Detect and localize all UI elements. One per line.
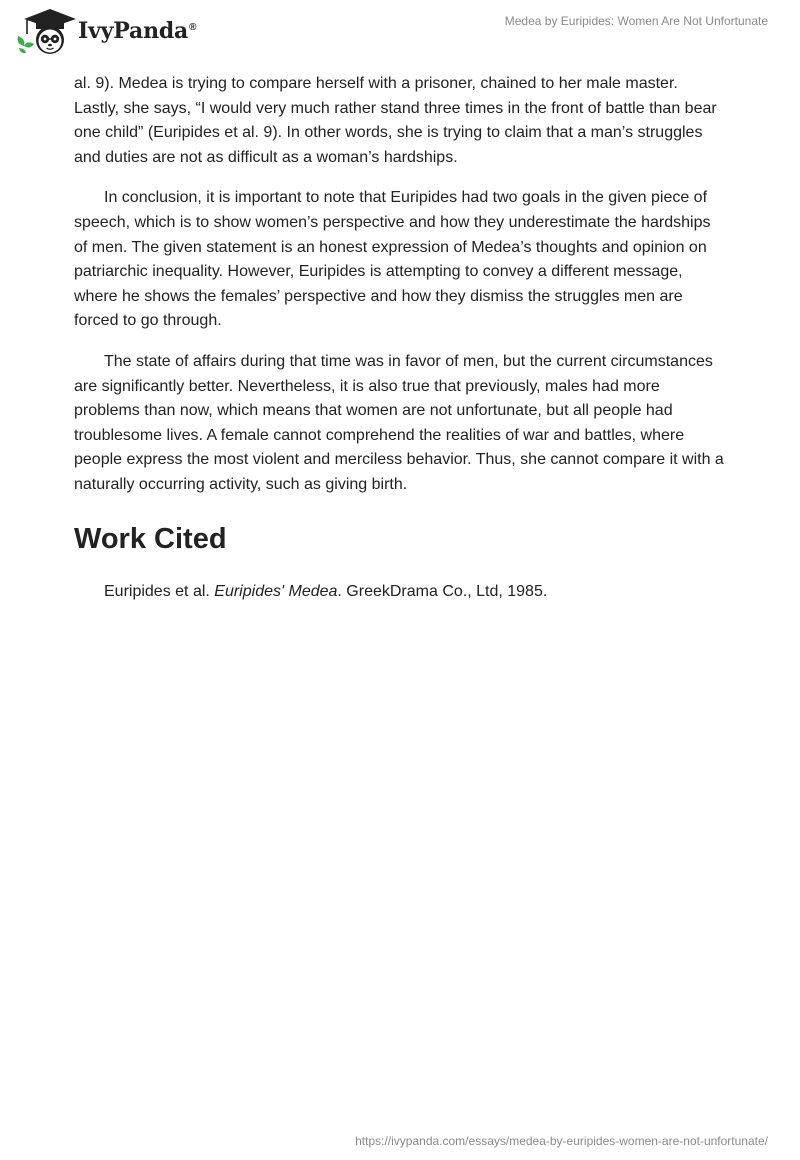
ivypanda-logo[interactable] xyxy=(14,6,196,56)
document-title: Medea by Euripides: Women Are Not Unfortunate xyxy=(504,14,768,28)
registered-mark: ® xyxy=(189,21,197,33)
citation-title: Euripides' Medea xyxy=(214,582,338,600)
essay-content xyxy=(74,72,726,604)
brand-name: IvyPanda® xyxy=(78,18,197,44)
paragraph-continuation: al. 9). Medea is trying to compare herself with a prisoner, chained to her male master. Lastly, she says, “I would very much rather stand three times in the front of battle than bear one child” (Euripides et al. 9). In other words, she is trying to claim that a man’s struggles and duties are not as difficult as a woman’s hardships. xyxy=(74,75,717,166)
page-header xyxy=(0,0,800,64)
citation-author: Euripides et al. xyxy=(104,582,215,600)
works-cited-heading: Work Cited xyxy=(74,522,227,555)
paragraph-final: The state of affairs during that time was in favor of men, but the current circumstances are significantly better. Nevertheless, it is also true that previously, males had more problems than now, which means that women are not unfortunate, but all people had troublesome lives. A female cannot comprehend the realities of war and battles, where people express the most violent and merciless behavior. Thus, she cannot compare it with a naturally occurring activity, such as giving birth. xyxy=(74,352,724,493)
paragraph-conclusion: In conclusion, it is important to note that Euripides had two goals in the given piece of speech, which is to show women’s perspective and how they underestimate the hardships of men. The given statement is an honest expression of Medea’s thoughts and opinion on patriarchic inequality. However, Euripides is attempting to convey a different message, where he shows the females’ perspective and how they dismiss the struggles men are forced to go through. xyxy=(74,189,711,330)
panda-graduate-icon xyxy=(14,6,76,56)
citation-publisher: . GreekDrama Co., Ltd, 1985. xyxy=(337,582,548,600)
citation-entry xyxy=(74,580,726,604)
source-url[interactable]: https://ivypanda.com/essays/medea-by-euripides-women-are-not-unfortunate/ xyxy=(355,1134,768,1148)
